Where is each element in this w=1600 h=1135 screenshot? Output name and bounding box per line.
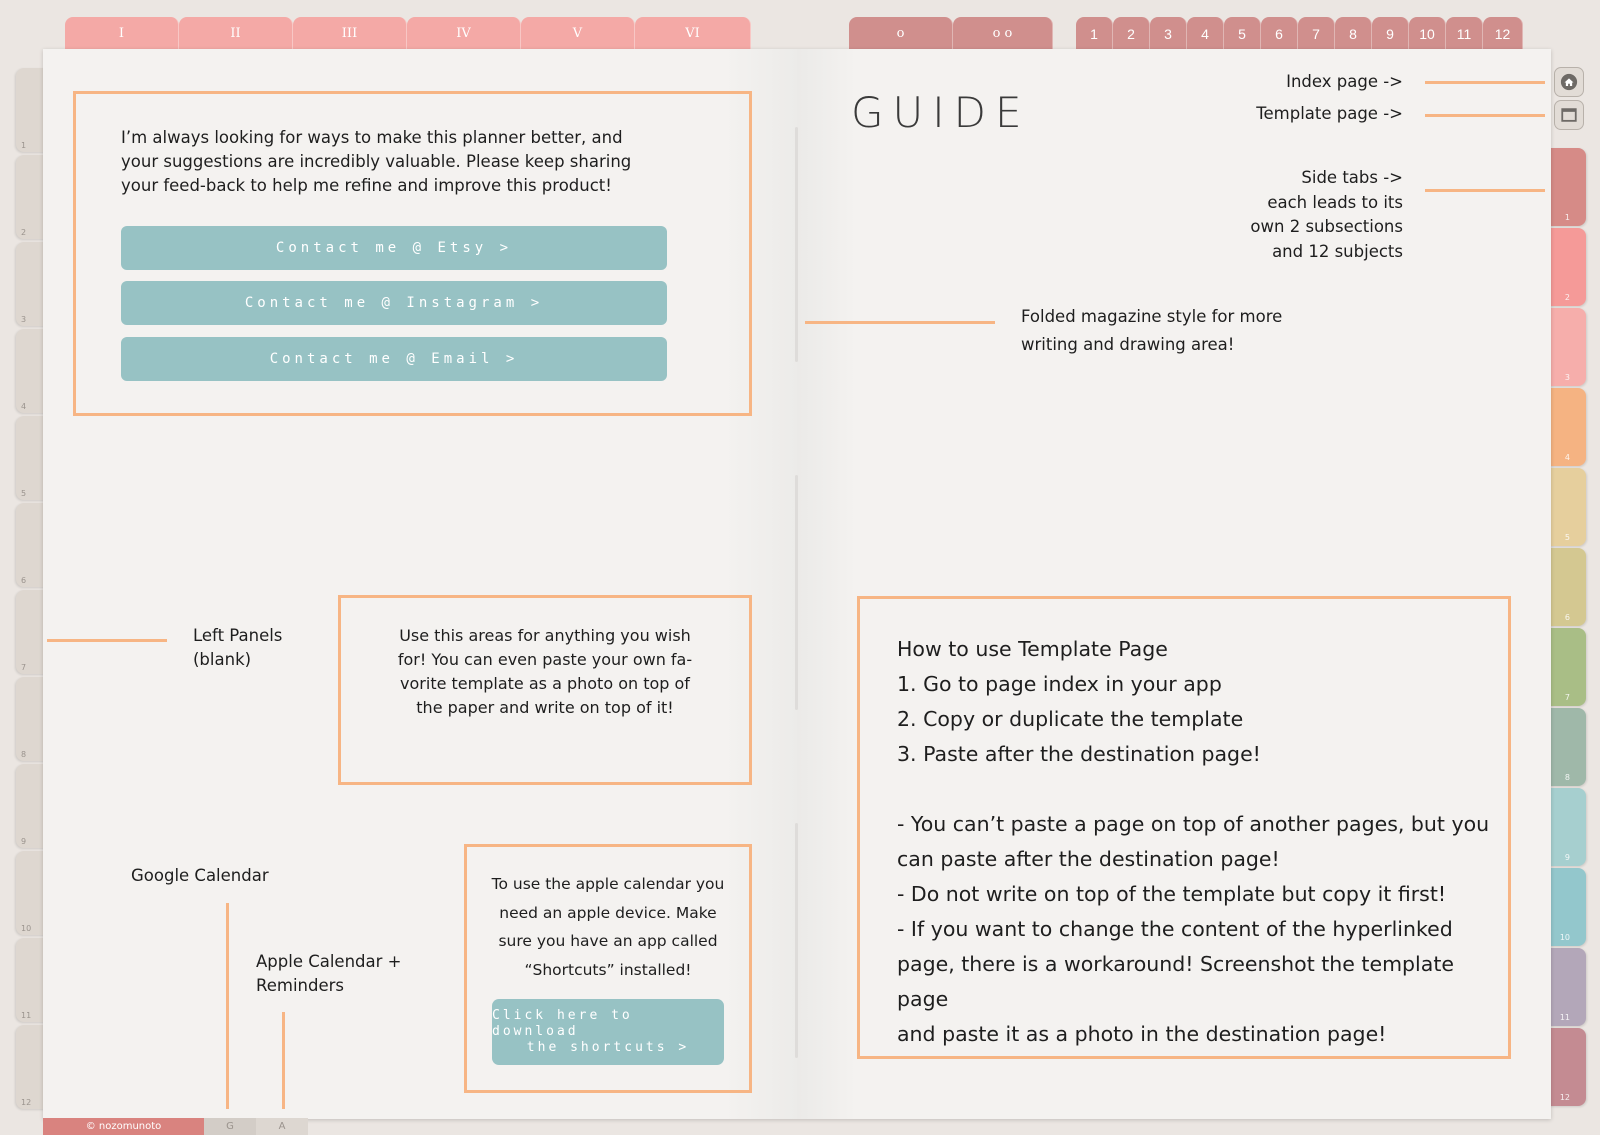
top-tab-subject-1[interactable]: 1 [1076,17,1113,50]
fold-line [795,823,798,1058]
feedback-text: I’m always looking for ways to make this planner better, and your suggestions are incredibly valuable. Please keep sharing your feed-back to help me refine and improve this product! [121,128,632,195]
download-shortcuts-line: the shortcuts > [526,1040,690,1055]
right-tab-label: 2 [1564,293,1570,302]
side-tabs-label [1200,166,1403,264]
top-tab-i[interactable]: I [65,17,179,50]
footer-credit: © nozomunoto [43,1118,204,1135]
left-panels-label-line: Left Panels [193,626,283,645]
contact-instagram-button[interactable]: Contact me @ Instagram > [121,281,667,325]
google-calendar-label: Google Calendar [131,866,269,885]
folded-label [1021,303,1321,359]
side-tabs-line: Side tabs -> [1301,168,1403,187]
template-button[interactable] [1554,100,1584,130]
top-tab-subject-7[interactable]: 7 [1298,17,1335,50]
footer-tab-a[interactable]: A [256,1118,308,1135]
side-tabs-line: own 2 subsections [1250,217,1403,236]
folded-label-line: Folded magazine style for more [1021,307,1283,326]
left-tab-label: 12 [21,1098,32,1107]
left-panels-text: Use this areas for anything you wish for! You can even paste your own fa-vorite template as a photo on top of the paper and write on top of it! [397,626,693,717]
left-tab-label: 8 [21,750,27,759]
apple-calendar-label-line: Apple Calendar + [256,952,402,971]
top-tab-subject-8[interactable]: 8 [1335,17,1372,50]
right-tab-label: 5 [1564,533,1570,542]
apple-calendar-text: To use the apple calendar you need an apple device. Make sure you have an app called “Shortcuts” installed! [491,875,725,979]
top-tab-subject-3[interactable]: 3 [1150,17,1187,50]
top-tab-subject-6[interactable]: 6 [1261,17,1298,50]
right-tab-label: 3 [1564,373,1570,382]
left-tab-label: 1 [21,141,27,150]
right-tab-label: 9 [1564,853,1570,862]
contact-email-button[interactable]: Contact me @ Email > [121,337,667,381]
howto-line: and paste it as a photo in the destination page! [897,1022,1387,1046]
howto-line: How to use Template Page [897,637,1168,661]
left-tab-label: 4 [21,402,27,411]
apple-calendar-label [256,950,456,998]
window-icon [1560,106,1578,124]
fold-line [795,127,798,362]
left-tab-label: 3 [21,315,27,324]
top-tab-subject-4[interactable]: 4 [1187,17,1224,50]
left-panels-label-line: (blank) [193,650,252,669]
top-tab-iv[interactable]: IV [407,17,521,50]
apple-calendar-label-line: Reminders [256,976,344,995]
right-tab-label: 6 [1564,613,1570,622]
left-tab-label: 11 [21,1011,32,1020]
home-button[interactable] [1554,67,1584,97]
template-pointer-line [1425,114,1545,117]
left-tab-label: 7 [21,663,27,672]
howto-line: - You can’t paste a page on top of another pages, but you [897,812,1490,836]
howto-line: 3. Paste after the destination page! [897,742,1261,766]
right-tab-label: 7 [1564,693,1570,702]
howto-line: - If you want to change the content of the hyperlinked [897,917,1453,941]
howto-line: can paste after the destination page! [897,847,1280,871]
top-tab-subject-10[interactable]: 10 [1409,17,1446,50]
download-shortcuts-line: Click here to download [492,1008,633,1039]
left-tab-label: 6 [21,576,27,585]
folded-label-line: writing and drawing area! [1021,335,1235,354]
left-tab-label: 5 [21,489,27,498]
side-tabs-line: each leads to its [1267,192,1403,212]
top-tab-subject-9[interactable]: 9 [1372,17,1409,50]
apple-calendar-pointer-line [282,1012,285,1109]
top-tab-subject-5[interactable]: 5 [1224,17,1261,50]
home-icon [1560,73,1578,91]
right-tab-label: 10 [1559,933,1570,942]
howto-line: page, there is a workaround! Screenshot the template page [897,952,1454,1011]
left-tab-label: 2 [21,228,27,237]
right-tab-label: 1 [1564,213,1570,222]
left-panels-pointer-line [47,639,167,642]
right-tab-label: 8 [1564,773,1570,782]
download-shortcuts-button[interactable] [492,999,724,1065]
top-tab-ii[interactable]: II [179,17,293,50]
template-howto-text [897,632,1497,1052]
left-panels-label [193,624,323,672]
contact-etsy-button[interactable]: Contact me @ Etsy > [121,226,667,270]
left-tab-label: 10 [21,924,32,933]
index-page-label: Index page -> [1286,72,1403,91]
top-tab-subsection-1[interactable]: o [849,17,953,50]
side-tabs-line: and 12 subjects [1272,241,1403,261]
howto-line: - Do not write on top of the template but copy it first! [897,882,1447,906]
google-calendar-pointer-line [226,903,229,1109]
side-tabs-pointer-line [1425,189,1545,192]
top-tab-subject-12[interactable]: 12 [1483,17,1523,50]
top-tab-subject-11[interactable]: 11 [1446,17,1483,50]
fold-line [795,475,798,710]
right-tab-label: 4 [1564,453,1570,462]
folded-pointer-line [805,321,995,324]
top-tab-subsection-2[interactable]: o o [953,17,1053,50]
top-tab-v[interactable]: V [521,17,635,50]
footer-tab-g[interactable]: G [204,1118,256,1135]
page-title: GUIDE [851,88,1031,137]
howto-line: 1. Go to page index in your app [897,672,1222,696]
left-tab-label: 9 [21,837,27,846]
index-pointer-line [1425,81,1545,84]
top-tab-vi[interactable]: VI [635,17,751,50]
howto-line [897,772,1497,807]
howto-line: 2. Copy or duplicate the template [897,707,1244,731]
template-page-label: Template page -> [1256,104,1403,123]
top-tab-iii[interactable]: III [293,17,407,50]
right-tab-label: 11 [1559,1013,1570,1022]
top-tab-subject-2[interactable]: 2 [1113,17,1150,50]
right-tab-label: 12 [1559,1093,1570,1102]
